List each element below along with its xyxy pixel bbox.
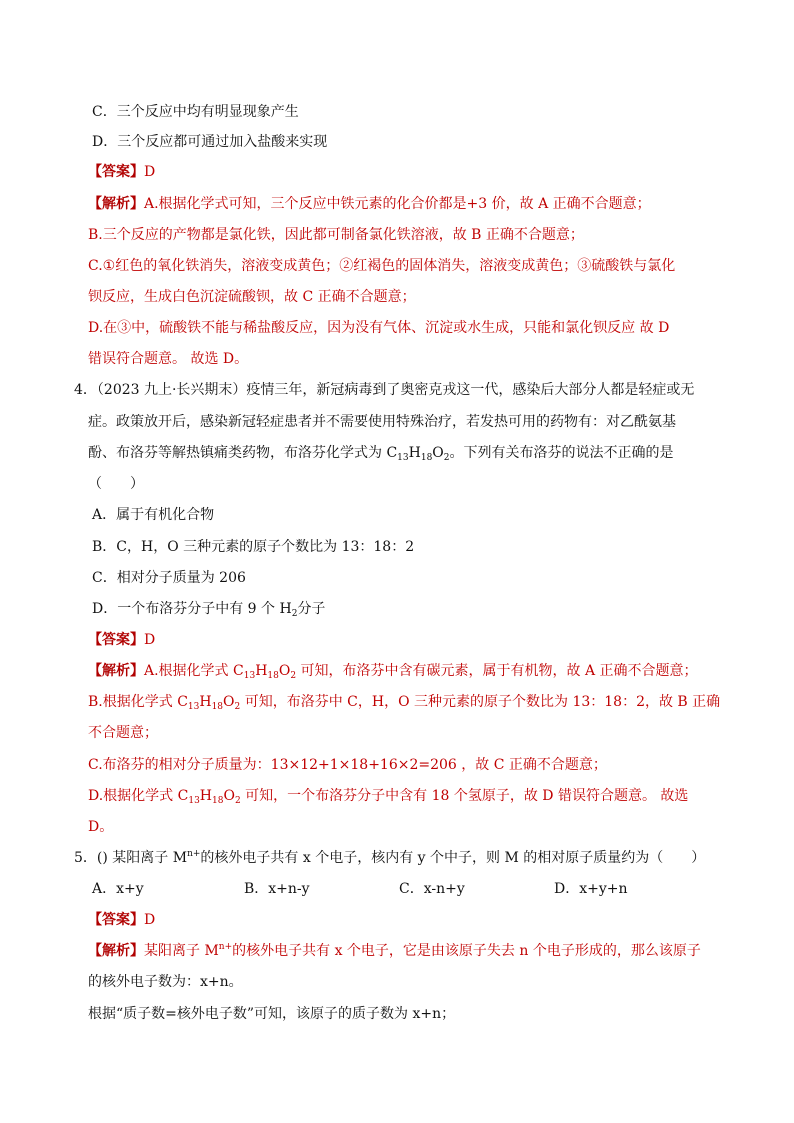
q4-answer: [88, 630, 155, 650]
q5-analysis-line-2: 的核外电子数为：x+n。: [88, 974, 243, 990]
q5-option-a: A．x+y: [92, 881, 144, 897]
q4-answer-blank: （ ）: [88, 476, 144, 492]
q4-option-d: D．一个布洛芬分子中有 9 个 $H_2$分子: [92, 601, 326, 619]
answer-tag: 【答案】: [88, 632, 144, 648]
q4-analysis-line-1: 【解析】A.根据化学式 $C_{13}H_{18}O_2$ 可知，布洛芬中含有碳元素，属于有机物，故 A 正确不合题意；: [88, 663, 698, 681]
q3-analysis-line-2: B.三个反应的产物都是氯化铁，因此都可制备氯化铁溶液，故 B 正确不合题意；: [88, 227, 584, 243]
answer-tag: 【答案】: [88, 912, 144, 928]
q5-answer: [88, 910, 155, 930]
q5-analysis-line-3: 根据“质子数=核外电子数”可知，该原子的质子数为 x+n；: [88, 1006, 456, 1022]
analysis-tag: 【解析】: [88, 196, 144, 212]
q4-option-b: B．C，H，O 三种元素的原子个数比为 13：18：2: [92, 539, 415, 555]
q4-stem-line-1: 4．（2023 九上·长兴期末）疫情三年，新冠病毒到了奥密克戎这一代，感染后大部分人都是轻症或无: [74, 382, 695, 398]
q5-option-d: D．x+y+n: [554, 881, 628, 897]
q5-analysis-line-1: 【解析】某阳离子 $M^{n+}$的核外电子共有 x 个电子，它是由该原子失去 n 个电子形成的，那么该原子: [88, 942, 701, 959]
answer-value: D: [144, 632, 156, 648]
q5-options: [92, 879, 628, 899]
answer-value: D: [144, 164, 156, 180]
analysis-tag: 【解析】: [88, 943, 144, 959]
q3-analysis-line-4: 钡反应，生成白色沉淀硫酸钡，故 C 正确不合题意；: [88, 289, 416, 305]
q3-option-c: C．三个反应中均有明显现象产生: [92, 104, 299, 120]
q4-analysis-line-6: D。: [88, 819, 114, 835]
q4-analysis-line-3: 不合题意；: [88, 725, 158, 741]
q5-option-c: C．x-n+y: [399, 881, 465, 897]
answer-tag: 【答案】: [88, 164, 144, 180]
q4-analysis-line-4: C.布洛芬的相对分子质量为：13×12+1×18+16×2=206 ，故 C 正确不合题意；: [88, 757, 607, 773]
q5-option-b: B．x+n-y: [244, 881, 310, 897]
q5-stem: 5．() 某阳离子 $M^{n+}$的核外电子共有 x 个电子，核内有 y 个中子，则 M 的相对原子质量约为（ ）: [74, 849, 706, 866]
q4-option-a: A．属于有机化合物: [92, 507, 215, 523]
q4-stem-line-3: 酚、布洛芬等解热镇痛类药物，布洛芬化学式为 $C_{13}H_{18}O_2$。下列有关布洛芬的说法不正确的是: [88, 445, 674, 463]
answer-value: D: [144, 912, 156, 928]
q4-analysis-line-5: D.根据化学式 $C_{13}H_{18}O_2$ 可知，一个布洛芬分子中含有 18 个氢原子，故 D 错误符合题意。 故选: [88, 788, 689, 806]
q3-analysis-line-6: 错误符合题意。 故选 D。: [88, 351, 249, 367]
q4-stem-line-2: 症。政策放开后，感染新冠轻症患者并不需要使用特殊治疗，若发热可用的药物有：对乙酰氨基: [88, 414, 676, 430]
analysis-tag: 【解析】: [88, 663, 144, 679]
q4-analysis-line-2: B.根据化学式 $C_{13}H_{18}O_2$ 可知，布洛芬中 C，H，O 三种元素的原子个数比为 13：18：2，故 B 正确: [88, 694, 721, 712]
q3-analysis-line-5: D.在③中，硫酸铁不能与稀盐酸反应，因为没有气体、沉淀或水生成，只能和氯化钡反应 故 D: [88, 320, 670, 336]
q3-analysis-line-3: C.①红色的氧化铁消失，溶液变成黄色；②红褐色的固体消失，溶液变成黄色；③硫酸铁与氯化: [88, 258, 676, 274]
q3-answer: [88, 162, 155, 182]
q3-option-d: D．三个反应都可通过加入盐酸来实现: [92, 134, 328, 150]
q3-analysis-line-1: 【解析】A.根据化学式可知，三个反应中铁元素的化合价都是+3 价，故 A 正确不合题意；: [88, 196, 651, 212]
q4-option-c: C．相对分子质量为 206: [92, 570, 246, 586]
